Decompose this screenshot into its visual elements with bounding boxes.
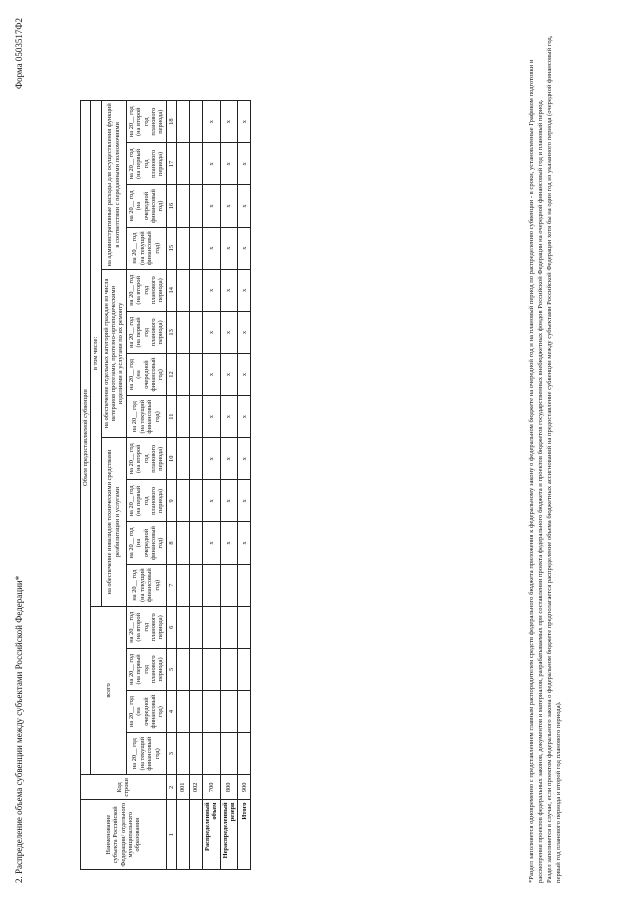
table-cell: x: [220, 227, 238, 269]
table-cell: x: [220, 311, 238, 353]
table-cell: [176, 227, 189, 269]
column-number: 4: [166, 690, 176, 732]
table-cell: x: [202, 269, 220, 311]
table-cell: [176, 690, 189, 732]
table-cell: [189, 438, 202, 480]
period-header: на 20__ год (на первый год планового периода): [126, 311, 166, 353]
period-header: на 20__ год (на текущий финансовый год): [126, 733, 166, 775]
column-number-row: [166, 101, 176, 870]
table-cell: [176, 185, 189, 227]
table-cell: [238, 606, 251, 648]
column-number: 7: [166, 564, 176, 606]
header-volume: Объем предоставляемой субвенции: [81, 101, 91, 775]
row-name: [176, 800, 189, 870]
table-cell: x: [220, 438, 238, 480]
table-cell: x: [202, 143, 220, 185]
period-header: на 20__ год (на второй год планового периода): [126, 438, 166, 480]
section-title: 2. Распределение объема субвенции между субъектами Российской Федерации*: [14, 575, 24, 883]
table-row: [189, 101, 202, 870]
period-header: на 20__ год (на очередной финансовый год): [126, 690, 166, 732]
table-cell: [189, 480, 202, 522]
period-header: на 20__ год (на второй год планового периода): [126, 101, 166, 143]
period-header: на 20__ год (на текущий финансовый год): [126, 396, 166, 438]
table-cell: x: [238, 438, 251, 480]
table-cell: [202, 564, 220, 606]
column-number: 1: [166, 800, 176, 870]
table-cell: [176, 311, 189, 353]
table-cell: [189, 227, 202, 269]
column-number: 10: [166, 438, 176, 480]
table-cell: [220, 648, 238, 690]
table-cell: [238, 564, 251, 606]
table-cell: [238, 648, 251, 690]
table-cell: x: [202, 353, 220, 395]
header-group-3: на административные расходы для осуществления функций в соответствии с переданными полномочиями: [101, 101, 126, 270]
table-cell: [176, 396, 189, 438]
table-cell: x: [220, 522, 238, 564]
table-cell: x: [202, 522, 220, 564]
table-cell: x: [220, 480, 238, 522]
row-code: 900: [238, 775, 251, 800]
table-cell: x: [202, 185, 220, 227]
column-number: 15: [166, 227, 176, 269]
table-cell: [238, 690, 251, 732]
table-cell: [176, 101, 189, 143]
table-cell: [176, 606, 189, 648]
header-total: всего: [91, 606, 126, 775]
table-cell: [220, 564, 238, 606]
row-code: 001: [176, 775, 189, 800]
table-cell: [189, 396, 202, 438]
table-cell: [176, 564, 189, 606]
table-cell: [189, 606, 202, 648]
column-number: 5: [166, 648, 176, 690]
column-number: 11: [166, 396, 176, 438]
table-cell: x: [220, 101, 238, 143]
table-cell: [176, 353, 189, 395]
column-number: 6: [166, 606, 176, 648]
period-header: на 20__ год (на очередной финансовый год): [126, 185, 166, 227]
table-cell: [220, 606, 238, 648]
table-cell: [189, 101, 202, 143]
table-cell: x: [238, 353, 251, 395]
table-cell: x: [238, 101, 251, 143]
table-cell: [189, 733, 202, 775]
table-cell: [220, 733, 238, 775]
period-header: на 20__ год (на первый год планового периода): [126, 648, 166, 690]
table-row: [202, 101, 220, 870]
table-cell: [189, 564, 202, 606]
table-cell: x: [202, 480, 220, 522]
subvention-table: [80, 100, 251, 870]
table-cell: [176, 438, 189, 480]
table-cell: [202, 690, 220, 732]
header-name: Наименование субъекта Российской Федерации/ отдельного муниципального образования: [81, 800, 167, 870]
table-cell: [189, 311, 202, 353]
column-number: 3: [166, 733, 176, 775]
table-cell: [202, 648, 220, 690]
table-cell: [176, 733, 189, 775]
table-cell: x: [238, 269, 251, 311]
table-cell: [189, 269, 202, 311]
table-cell: x: [202, 311, 220, 353]
period-header: на 20__ год (на первый год планового периода): [126, 480, 166, 522]
row-name: Итого: [238, 800, 251, 870]
table-cell: [189, 143, 202, 185]
period-header-row: [126, 101, 166, 870]
period-header: на 20__ год (на первый год планового периода): [126, 143, 166, 185]
table-row: [176, 101, 189, 870]
row-code: 700: [202, 775, 220, 800]
table-row: [238, 101, 251, 870]
table-cell: x: [238, 480, 251, 522]
table-cell: [176, 143, 189, 185]
row-code: 002: [189, 775, 202, 800]
table-cell: x: [220, 353, 238, 395]
table-cell: [202, 733, 220, 775]
column-number: 13: [166, 311, 176, 353]
table-cell: [189, 353, 202, 395]
row-name: Распределенный объем: [202, 800, 220, 870]
period-header: на 20__ год (на второй год планового периода): [126, 269, 166, 311]
form-code: Форма 0503517Ф2: [14, 18, 24, 89]
table-cell: [189, 648, 202, 690]
footnote: *Раздел заполняется одновременно с представлением главным распорядителем средств федерального бюджета приложения к федеральному закону о федеральном бюджете на очередной год и на плановый период по распределению субвенции - в сроки, установленные Графиком подготовки и рассмотрения проектов федеральных законов, документов и материалов, разрабатываемых при составлении проекта федерального бюджета и проектов бюджетов государственных внебюджетных фондов Российской Федерации на очередной финансовый год и плановый период.: [528, 59, 544, 883]
table-cell: x: [220, 269, 238, 311]
table-cell: [202, 606, 220, 648]
column-number: 14: [166, 269, 176, 311]
header-code: Код строки: [81, 775, 167, 800]
period-header: на 20__ год (на текущий финансовый год): [126, 227, 166, 269]
table-cell: x: [238, 522, 251, 564]
table-row: [220, 101, 238, 870]
table-cell: [176, 648, 189, 690]
header-group-1: на обеспечение инвалидов техническими средствами реабилитации и услугами: [101, 438, 126, 607]
table-cell: [220, 690, 238, 732]
table-cell: x: [238, 311, 251, 353]
footnotes: [528, 23, 564, 883]
table-cell: x: [238, 185, 251, 227]
table-cell: x: [202, 396, 220, 438]
table-cell: x: [220, 143, 238, 185]
table-cell: x: [202, 101, 220, 143]
column-number: 2: [166, 775, 176, 800]
header-incl: в том числе:: [91, 101, 101, 607]
column-number: 16: [166, 185, 176, 227]
period-header: на 20__ год (на очередной финансовый год): [126, 353, 166, 395]
table-cell: [176, 480, 189, 522]
header-group-2: на обеспечение отдельных категорий граждан из числа ветеранов протезами, протезно-ортопедическими изделиями и услугами по их ремонту: [101, 269, 126, 438]
table-cell: [189, 185, 202, 227]
table-cell: [189, 522, 202, 564]
column-number: 12: [166, 353, 176, 395]
table-cell: x: [220, 185, 238, 227]
table-cell: [176, 522, 189, 564]
period-header: на 20__ год (на очередной финансовый год): [126, 522, 166, 564]
column-number: 9: [166, 480, 176, 522]
column-number: 18: [166, 101, 176, 143]
table-cell: [238, 733, 251, 775]
column-number: 8: [166, 522, 176, 564]
row-name: [189, 800, 202, 870]
table-cell: x: [220, 396, 238, 438]
table-cell: x: [238, 143, 251, 185]
row-name: Нераспределенный резерв: [220, 800, 238, 870]
row-code: 800: [220, 775, 238, 800]
table-cell: x: [238, 227, 251, 269]
table-cell: x: [202, 227, 220, 269]
table-cell: [176, 269, 189, 311]
table-cell: [189, 690, 202, 732]
table-cell: x: [238, 396, 251, 438]
period-header: на 20__ год (на второй год планового периода): [126, 606, 166, 648]
column-number: 17: [166, 143, 176, 185]
table-cell: x: [202, 438, 220, 480]
period-header: на 20__ год (на текущий финансовый год): [126, 564, 166, 606]
footnote: Раздел заполняется в случае, если проектом федерального закона о федеральном бюджете предполагается распределение объема бюджетных ассигнований на предоставление субвенции между субъектами Российской Федерации хотя бы на один год из указанного периода (очередной финансовый год, первый год планового периода и второй год планового периода).: [545, 35, 562, 883]
